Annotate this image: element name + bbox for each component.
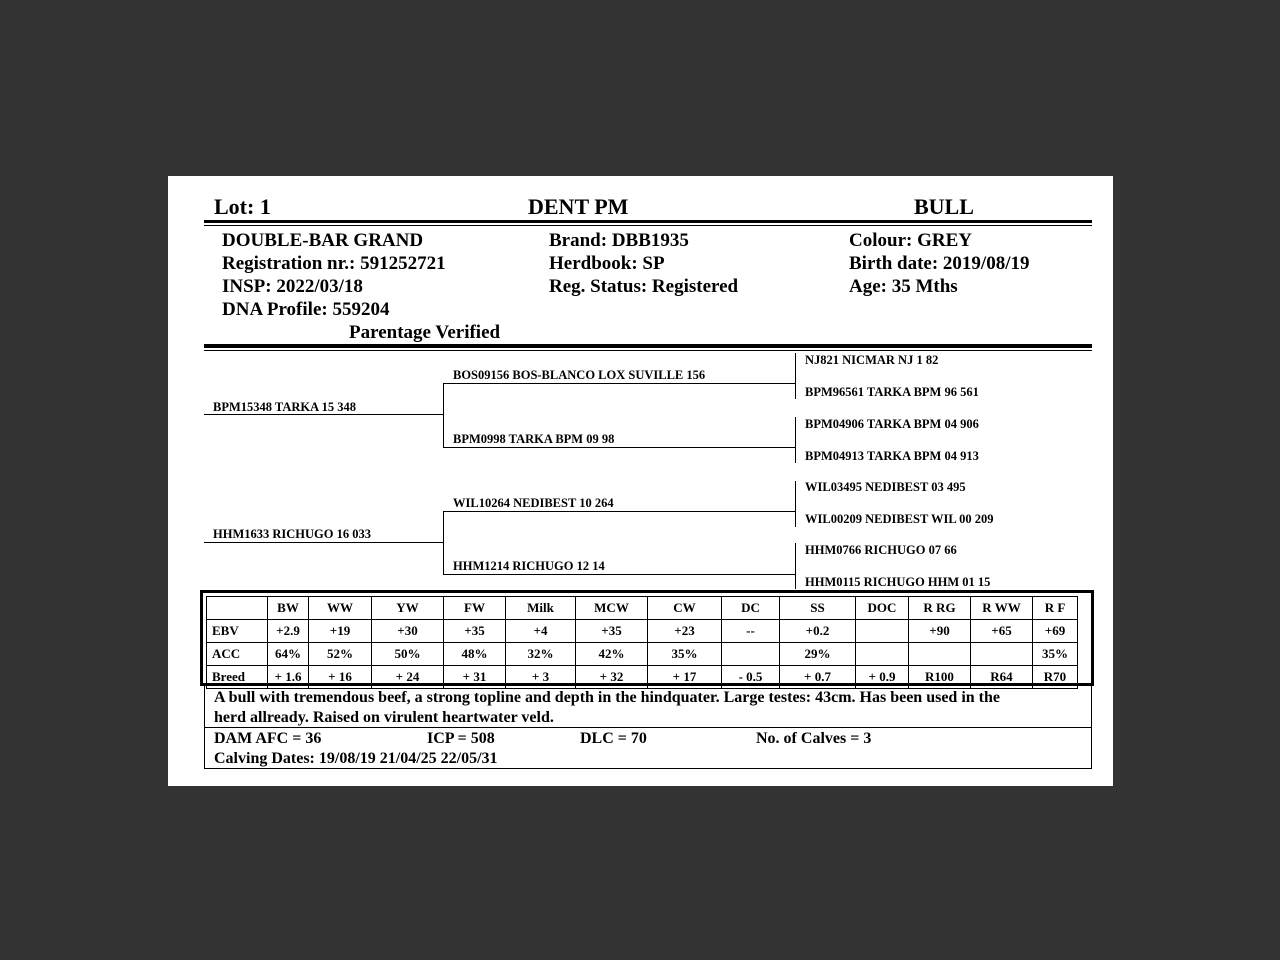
table-cell <box>856 620 909 643</box>
table-cell: +23 <box>648 620 722 643</box>
age: Age: 35 Mths <box>849 276 958 297</box>
column-header: DOC <box>856 597 909 620</box>
column-header: R F <box>1033 597 1078 620</box>
table-cell: 50% <box>372 643 444 666</box>
herdbook: Herdbook: SP <box>549 253 665 274</box>
connector-line <box>795 481 796 527</box>
pedigree-gen3-6: WIL00209 NEDIBEST WIL 00 209 <box>805 512 994 526</box>
registration-number: Registration nr.: 591252721 <box>222 253 446 274</box>
row-label: EBV <box>207 620 268 643</box>
pedigree-gen3-8: HHM0115 RICHUGO HHM 01 15 <box>805 575 991 589</box>
connector-line <box>443 511 796 512</box>
registration-status: Reg. Status: Registered <box>549 276 739 297</box>
table-cell: +30 <box>372 620 444 643</box>
pedigree-dam: HHM1633 RICHUGO 16 033 <box>213 527 371 541</box>
table-cell: 42% <box>576 643 648 666</box>
column-header: FW <box>444 597 506 620</box>
row-label: ACC <box>207 643 268 666</box>
table-cell: 48% <box>444 643 506 666</box>
table-cell: - 0.5 <box>722 666 780 689</box>
table-cell: 52% <box>309 643 372 666</box>
lot-number: Lot: 1 <box>214 194 271 219</box>
colour: Colour: GREY <box>849 230 972 251</box>
connector-line <box>204 542 444 543</box>
table-cell: +90 <box>909 620 971 643</box>
table-cell: + 0.9 <box>856 666 909 689</box>
table-cell <box>971 643 1033 666</box>
connector-line <box>795 353 796 399</box>
pedigree-sire: BPM15348 TARKA 15 348 <box>213 400 356 414</box>
brand: Brand: DBB1935 <box>549 230 689 251</box>
column-header: CW <box>648 597 722 620</box>
table-cell: + 0.7 <box>780 666 856 689</box>
dam-afc: DAM AFC = 36 <box>214 730 322 747</box>
info-rule-thick <box>204 344 1092 348</box>
parentage-status: Parentage Verified <box>349 322 501 343</box>
table-cell: 32% <box>506 643 576 666</box>
connector-line <box>795 417 796 463</box>
table-cell: 29% <box>780 643 856 666</box>
comment-line-1: A bull with tremendous beef, a strong topline and depth in the hindquater. Large testes: 43cm. Has been used in the <box>214 689 1000 706</box>
connector-line <box>443 447 796 448</box>
table-cell: +65 <box>971 620 1033 643</box>
table-cell: 64% <box>268 643 309 666</box>
ebv-row <box>207 620 1078 643</box>
breeder-name: DOUBLE-BAR GRAND <box>222 230 424 251</box>
dna-profile: DNA Profile: 559204 <box>222 299 390 320</box>
header-rule-thin <box>204 225 1092 226</box>
column-header: R RG <box>909 597 971 620</box>
dam-stats-box <box>204 727 1092 769</box>
connector-line <box>443 511 444 575</box>
row-label: Breed <box>207 666 268 689</box>
table-cell: +4 <box>506 620 576 643</box>
comment-line-2: herd allready. Raised on virulent heartwater veld. <box>214 709 554 726</box>
dlc: DLC = 70 <box>580 730 647 747</box>
lot-card <box>168 176 1113 786</box>
table-cell: +35 <box>576 620 648 643</box>
table-cell <box>909 643 971 666</box>
table-cell: 35% <box>1033 643 1078 666</box>
connector-line <box>204 414 444 415</box>
pedigree-dam-sire: WIL10264 NEDIBEST 10 264 <box>453 496 614 510</box>
acc-row <box>207 643 1078 666</box>
table-cell: +2.9 <box>268 620 309 643</box>
table-cell <box>856 643 909 666</box>
icp: ICP = 508 <box>427 730 495 747</box>
ebv-table <box>206 596 1078 689</box>
table-cell <box>722 643 780 666</box>
column-header: Milk <box>506 597 576 620</box>
animal-name: DENT PM <box>528 194 629 219</box>
pedigree-gen3-4: BPM04913 TARKA BPM 04 913 <box>805 449 979 463</box>
comments-box <box>204 686 1092 728</box>
column-header: YW <box>372 597 444 620</box>
table-cell: + 1.6 <box>268 666 309 689</box>
column-header: SS <box>780 597 856 620</box>
table-cell: 35% <box>648 643 722 666</box>
table-cell: + 3 <box>506 666 576 689</box>
pedigree-gen3-5: WIL03495 NEDIBEST 03 495 <box>805 480 966 494</box>
pedigree-gen3-1: NJ821 NICMAR NJ 1 82 <box>805 353 939 367</box>
table-cell: + 24 <box>372 666 444 689</box>
table-cell: +0.2 <box>780 620 856 643</box>
column-header: DC <box>722 597 780 620</box>
table-cell: +35 <box>444 620 506 643</box>
inspection-date: INSP: 2022/03/18 <box>222 276 363 297</box>
info-rule-thin <box>204 350 1092 351</box>
animal-sex: BULL <box>914 194 974 219</box>
table-cell: R70 <box>1033 666 1078 689</box>
column-header: R WW <box>971 597 1033 620</box>
table-cell: -- <box>722 620 780 643</box>
column-header: WW <box>309 597 372 620</box>
column-header: BW <box>268 597 309 620</box>
connector-line <box>795 543 796 589</box>
connector-line <box>443 383 796 384</box>
table-cell: +69 <box>1033 620 1078 643</box>
pedigree-gen3-3: BPM04906 TARKA BPM 04 906 <box>805 417 979 431</box>
table-cell: + 31 <box>444 666 506 689</box>
column-header: MCW <box>576 597 648 620</box>
table-cell: + 17 <box>648 666 722 689</box>
connector-line <box>443 574 796 575</box>
pedigree-sire-sire: BOS09156 BOS-BLANCO LOX SUVILLE 156 <box>453 368 706 382</box>
pedigree-gen3-7: HHM0766 RICHUGO 07 66 <box>805 543 957 557</box>
header-rule-thick <box>204 220 1092 223</box>
ebv-header-row <box>207 597 1078 620</box>
column-header <box>207 597 268 620</box>
calving-dates: Calving Dates: 19/08/19 21/04/25 22/05/31 <box>214 750 498 767</box>
pedigree-dam-dam: HHM1214 RICHUGO 12 14 <box>453 559 605 573</box>
connector-line <box>443 383 444 447</box>
table-cell: +19 <box>309 620 372 643</box>
birth-date: Birth date: 2019/08/19 <box>849 253 1030 274</box>
pedigree-gen3-2: BPM96561 TARKA BPM 96 561 <box>805 385 979 399</box>
table-cell: R100 <box>909 666 971 689</box>
table-cell: R64 <box>971 666 1033 689</box>
number-of-calves: No. of Calves = 3 <box>756 730 872 747</box>
table-cell: + 32 <box>576 666 648 689</box>
pedigree-sire-dam: BPM0998 TARKA BPM 09 98 <box>453 432 615 446</box>
table-cell: + 16 <box>309 666 372 689</box>
